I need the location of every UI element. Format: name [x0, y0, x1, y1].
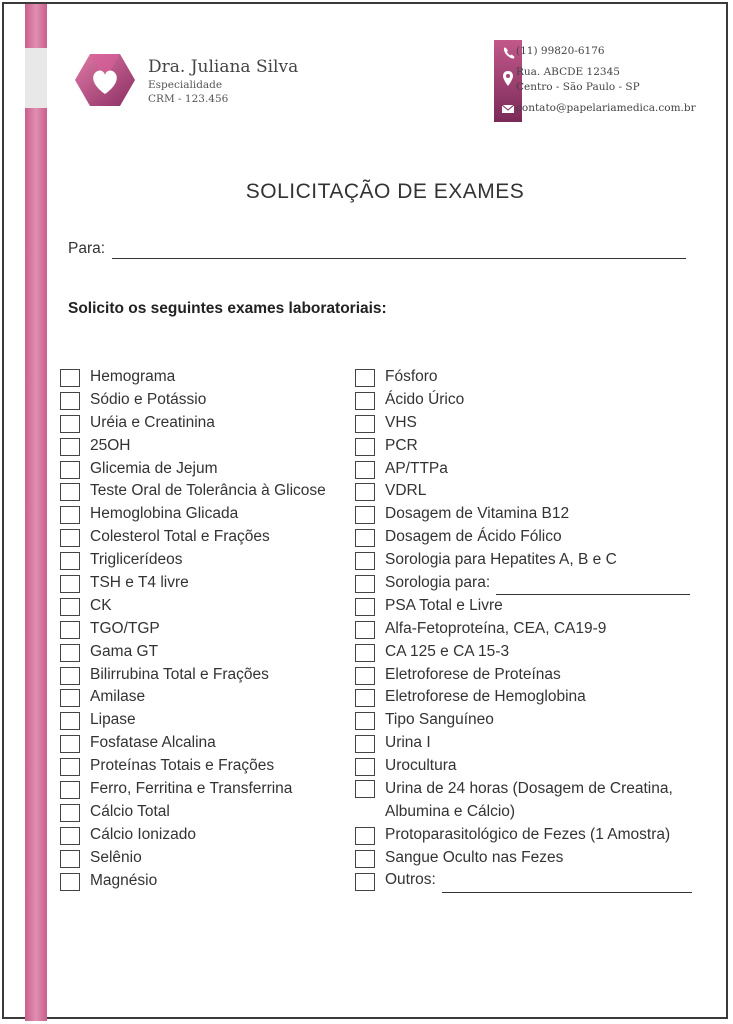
exam-label-wrap	[90, 480, 326, 503]
fill-in-line[interactable]	[496, 572, 690, 596]
exam-label-wrap	[385, 572, 690, 596]
stripe-notch	[25, 48, 47, 108]
exam-label: Proteínas Totais e Frações	[90, 757, 275, 775]
exam-label: Cálcio Ionizado	[90, 825, 196, 843]
exam-checkbox[interactable]	[60, 552, 80, 570]
exam-item	[355, 641, 692, 664]
exam-label: AP/TTPa	[385, 459, 448, 477]
exam-label: Ferro, Ferritina e Transferrina	[90, 780, 293, 798]
exam-label-wrap	[385, 458, 448, 481]
exam-label-wrap	[90, 618, 160, 641]
exam-checkbox[interactable]	[355, 735, 375, 753]
exam-label-wrap	[90, 732, 216, 755]
exam-item	[60, 847, 326, 870]
exam-item	[60, 595, 326, 618]
exam-item	[355, 824, 692, 847]
exam-label: Lipase	[90, 711, 136, 729]
exam-label: TSH e T4 livre	[90, 574, 189, 592]
exam-label-wrap	[90, 870, 157, 893]
exam-item	[60, 480, 326, 503]
exam-item	[60, 549, 326, 572]
exam-label: Urocultura	[385, 757, 457, 775]
contact-address-line1: Rua. ABCDE 12345	[516, 66, 620, 78]
exam-checkbox[interactable]	[355, 483, 375, 501]
exam-checkbox[interactable]	[60, 689, 80, 707]
exam-item	[60, 412, 326, 435]
exam-checkbox[interactable]	[60, 438, 80, 456]
exam-label-wrap	[385, 526, 562, 549]
exam-label-wrap	[385, 549, 617, 572]
exam-checkbox[interactable]	[60, 781, 80, 799]
exam-item	[355, 778, 692, 824]
exam-label-wrap	[90, 686, 145, 709]
exam-item	[60, 618, 326, 641]
exam-label: Sangue Oculto nas Fezes	[385, 848, 564, 866]
exam-checkbox[interactable]	[60, 827, 80, 845]
exam-label-wrap	[90, 755, 274, 778]
exam-label-wrap	[385, 709, 494, 732]
exam-label-wrap	[90, 366, 175, 389]
exam-label-wrap	[385, 389, 464, 412]
exam-label-wrap	[385, 618, 606, 641]
exam-checkbox[interactable]	[355, 461, 375, 479]
exam-checkbox[interactable]	[60, 529, 80, 547]
exam-label-wrap	[90, 435, 131, 458]
exam-label: Protoparasitológico de Fezes (1 Amostra)	[385, 825, 671, 843]
exam-item	[60, 458, 326, 481]
exam-checkbox[interactable]	[355, 850, 375, 868]
exam-item	[60, 686, 326, 709]
exam-label-wrap	[385, 869, 692, 893]
exam-checkbox[interactable]	[60, 483, 80, 501]
exam-checkbox[interactable]	[60, 735, 80, 753]
exam-checkbox[interactable]	[355, 712, 375, 730]
exam-item	[60, 572, 326, 595]
exam-label: Urina de 24 horas (Dosagem de Creatina,	[385, 780, 673, 798]
exam-checkbox[interactable]	[355, 780, 375, 798]
exam-item	[355, 686, 692, 709]
exam-label: Sorologia para:	[385, 573, 491, 591]
exam-label: Fosfatase Alcalina	[90, 734, 216, 752]
exam-checkbox[interactable]	[355, 873, 375, 891]
exams-intro: Solicito os seguintes exames laboratoriais:	[68, 300, 387, 317]
side-stripe	[25, 4, 47, 1021]
exam-checkbox[interactable]	[355, 369, 375, 387]
form-title: SOLICITAÇÃO DE EXAMES	[245, 180, 525, 203]
exam-label-wrap	[90, 824, 196, 847]
exam-label-wrap	[385, 435, 418, 458]
exam-label: Eletroforese de Proteínas	[385, 665, 561, 683]
exam-checkbox[interactable]	[60, 644, 80, 662]
exam-checkbox[interactable]	[355, 827, 375, 845]
exam-label-wrap	[90, 595, 112, 618]
exam-checkbox[interactable]	[355, 438, 375, 456]
exam-label: CK	[90, 596, 112, 614]
exam-label-wrap	[90, 549, 182, 572]
exam-label-wrap	[90, 801, 170, 824]
fill-in-line[interactable]	[442, 869, 692, 893]
exam-checkbox[interactable]	[355, 552, 375, 570]
exam-item	[355, 572, 692, 595]
exam-checkbox[interactable]	[355, 529, 375, 547]
exam-item	[60, 824, 326, 847]
exam-item	[355, 389, 692, 412]
exam-label: Alfa-Fetoproteína, CEA, CA19-9	[385, 619, 607, 637]
exam-label: Sódio e Potássio	[90, 390, 207, 408]
exam-label-wrap	[90, 709, 136, 732]
exam-item	[60, 732, 326, 755]
exam-item	[355, 847, 692, 870]
exam-checkbox[interactable]	[355, 575, 375, 593]
exam-item	[60, 389, 326, 412]
exam-checkbox[interactable]	[60, 758, 80, 776]
heart-logo-icon	[74, 52, 136, 108]
exam-checkbox[interactable]	[355, 644, 375, 662]
para-label: Para:	[68, 240, 106, 257]
exam-label: Outros:	[385, 871, 436, 889]
exam-checkbox[interactable]	[60, 804, 80, 822]
exam-checkbox[interactable]	[60, 575, 80, 593]
exam-label-wrap	[90, 412, 215, 435]
exam-label: Ácido Úrico	[385, 390, 465, 408]
exam-label: Magnésio	[90, 871, 158, 889]
exam-item	[60, 778, 326, 801]
exam-item	[355, 870, 692, 893]
exam-label: Triglicerídeos	[90, 551, 183, 569]
exam-label: VHS	[385, 413, 417, 431]
exam-item	[60, 366, 326, 389]
exam-label-wrap	[90, 572, 189, 595]
exam-label: Glicemia de Jejum	[90, 459, 218, 477]
exam-label: TGO/TGP	[90, 619, 160, 637]
exam-checkbox[interactable]	[60, 667, 80, 685]
doctor-specialty: Especialidade	[148, 79, 223, 91]
exam-item	[355, 709, 692, 732]
exam-checkbox[interactable]	[355, 392, 375, 410]
exam-label: Uréia e Creatinina	[90, 413, 215, 431]
exam-label: Colesterol Total e Frações	[90, 528, 270, 546]
exam-label-wrap	[385, 641, 509, 664]
exam-list-left	[60, 366, 326, 892]
contact-address-line2: Centro - São Paulo - SP	[516, 81, 640, 93]
exam-item	[60, 435, 326, 458]
doctor-crm: CRM - 123.456	[148, 93, 229, 105]
contact-phone: (11) 99820-6176	[516, 45, 605, 57]
exam-label-wrap	[90, 778, 292, 801]
exam-checkbox[interactable]	[355, 598, 375, 616]
exam-item	[60, 526, 326, 549]
exam-label-wrap	[90, 641, 158, 664]
exam-item	[355, 366, 692, 389]
exam-label-wrap	[90, 503, 238, 526]
exam-checkbox[interactable]	[355, 621, 375, 639]
exam-label-wrap	[385, 686, 586, 709]
exam-label-wrap	[385, 503, 569, 526]
exam-item	[60, 801, 326, 824]
exam-label-wrap	[385, 824, 670, 847]
exam-item	[60, 664, 326, 687]
exam-item	[60, 503, 326, 526]
exam-label: CA 125 e CA 15-3	[385, 642, 510, 660]
exam-label: Hemoglobina Glicada	[90, 505, 239, 523]
exam-label-wrap	[385, 480, 426, 503]
doctor-name: Dra. Juliana Silva	[148, 57, 299, 77]
exam-item	[355, 664, 692, 687]
exam-item	[355, 480, 692, 503]
exam-item	[60, 709, 326, 732]
exam-list-right	[355, 366, 692, 893]
exam-label: Bilirrubina Total e Frações	[90, 665, 269, 683]
exam-checkbox[interactable]	[60, 873, 80, 891]
exam-label: Albumina e Cálcio)	[385, 802, 516, 820]
exam-item	[355, 503, 692, 526]
exam-checkbox[interactable]	[355, 758, 375, 776]
exam-label-wrap	[90, 458, 218, 481]
exam-checkbox[interactable]	[60, 712, 80, 730]
exam-item	[355, 526, 692, 549]
exam-checkbox[interactable]	[355, 689, 375, 707]
exam-label: Fósforo	[385, 368, 438, 385]
exam-label: Teste Oral de Tolerância à Glicose	[90, 482, 326, 500]
exam-item	[355, 549, 692, 572]
exam-checkbox[interactable]	[60, 369, 80, 387]
exam-label: PCR	[385, 436, 418, 454]
exam-checkbox[interactable]	[60, 392, 80, 410]
exam-checkbox[interactable]	[60, 415, 80, 433]
exam-label: PSA Total e Livre	[385, 596, 503, 614]
exam-item	[355, 755, 692, 778]
exam-checkbox[interactable]	[60, 506, 80, 524]
exam-item	[355, 595, 692, 618]
exam-item	[355, 412, 692, 435]
exam-label-multiline	[385, 778, 673, 824]
exam-label-wrap	[90, 389, 206, 412]
exam-label-wrap	[90, 847, 142, 870]
exam-item	[355, 732, 692, 755]
exam-label: Sorologia para Hepatites A, B e C	[385, 551, 617, 569]
exam-item	[355, 435, 692, 458]
exam-label: Cálcio Total	[90, 802, 170, 820]
exam-item	[60, 641, 326, 664]
exam-label-wrap	[385, 595, 503, 618]
exam-item	[60, 870, 326, 893]
exam-label: Urina I	[385, 734, 431, 752]
para-input-line[interactable]	[112, 258, 686, 259]
exam-label-wrap	[385, 664, 561, 687]
exam-checkbox[interactable]	[355, 415, 375, 433]
exam-label-wrap	[385, 732, 431, 755]
exam-item	[355, 458, 692, 481]
exam-label: Hemograma	[90, 368, 176, 385]
exam-label-wrap	[385, 755, 457, 778]
exam-label: Dosagem de Ácido Fólico	[385, 528, 562, 546]
contact-email: contato@papelariamedica.com.br	[516, 102, 696, 114]
exam-label-wrap	[385, 847, 563, 870]
exam-checkbox[interactable]	[355, 667, 375, 685]
exam-label: Selênio	[90, 848, 142, 866]
exam-label-wrap	[90, 664, 269, 687]
exam-label: Gama GT	[90, 642, 159, 660]
exam-label: Amilase	[90, 688, 146, 706]
exam-checkbox[interactable]	[355, 506, 375, 524]
exam-label-wrap	[385, 412, 417, 435]
exam-label-wrap	[385, 366, 438, 389]
exam-label: Eletroforese de Hemoglobina	[385, 688, 586, 706]
exam-label-wrap	[90, 526, 270, 549]
exam-checkbox[interactable]	[60, 621, 80, 639]
exam-label: Tipo Sanguíneo	[385, 711, 494, 729]
exam-label: Dosagem de Vitamina B12	[385, 505, 570, 523]
exam-label: VDRL	[385, 482, 427, 500]
exam-label: 25OH	[90, 436, 131, 454]
exam-checkbox[interactable]	[60, 461, 80, 479]
exam-checkbox[interactable]	[60, 598, 80, 616]
exam-item	[355, 618, 692, 641]
exam-checkbox[interactable]	[60, 850, 80, 868]
exam-item	[60, 755, 326, 778]
